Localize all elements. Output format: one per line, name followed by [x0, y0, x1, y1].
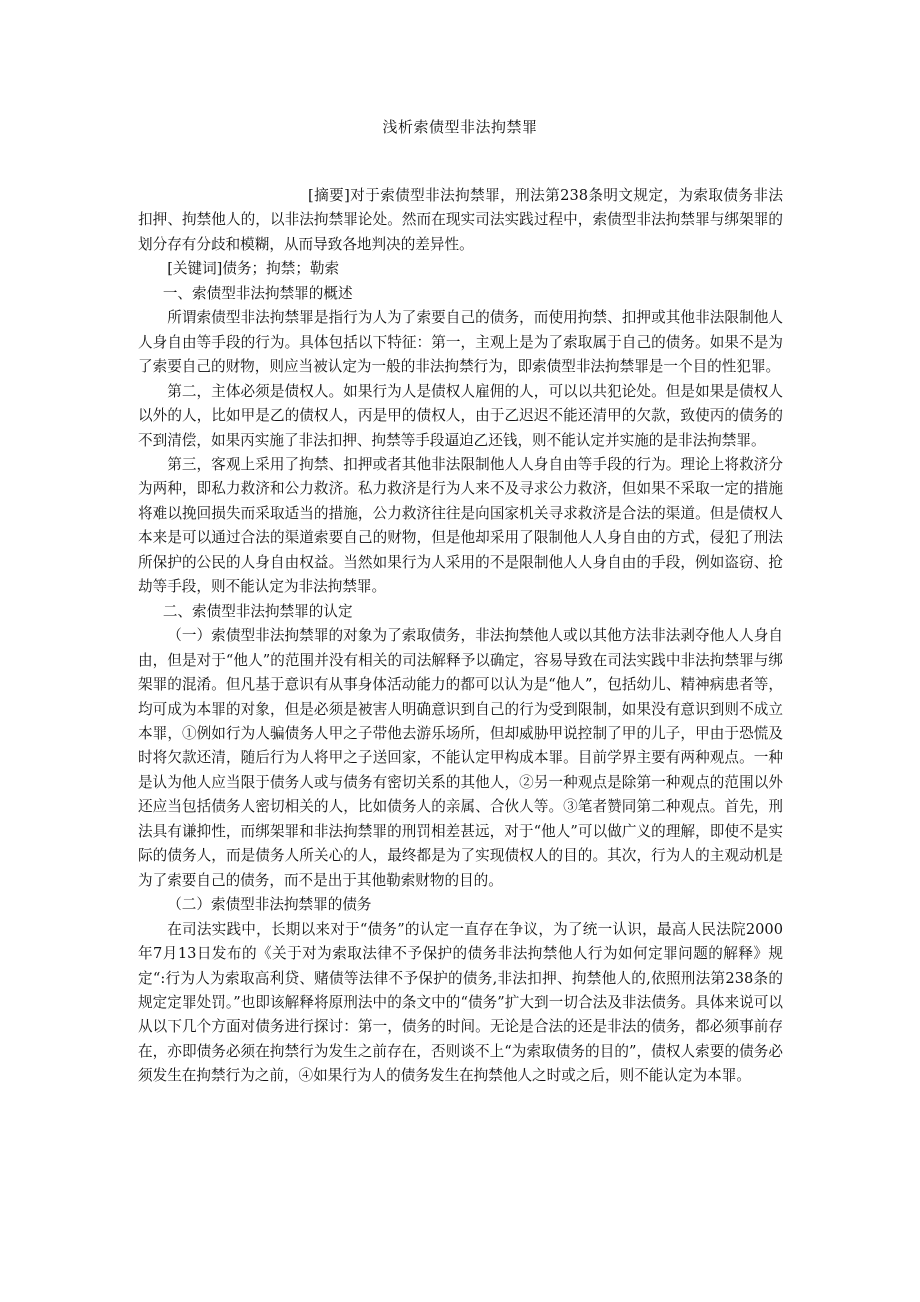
section-2-paragraph-1: （一）索债型非法拘禁罪的对象为了索取债务，非法拘禁他人或以其他方法非法剥夺他人人身自由，但是对于“他人”的范围并没有相关的司法解释予以确定，容易导致在司法实践中非法拘禁罪与绑架罪的混淆。但凡基于意识有从事身体活动能力的都可以认为是“他人”，包括幼儿、精神病患者等，均可成为本罪的对象，但是必须是被害人明确意识到自己的行为受到限制，如果没有意识到则不成立本罪，①例如行为人骗债务人甲之子带他去游乐场所，但却威胁甲说控制了甲的儿子，甲由于恐慌及时将欠款还清，随后行为人将甲之子送回家，不能认定甲构成本罪。目前学界主要有两种观点。一种是认为他人应当限于债务人或与债务有密切关系的其他人，②另一种观点是除第一种观点的范围以外还应当包括债务人密切相关的人，比如债务人的亲属、合伙人等。③笔者赞同第二种观点。首先，刑法具有谦抑性，而绑架罪和非法拘禁罪的刑罚相差甚远，对于“他人”可以做广义的理解，即使不是实际的债务人，而是债务人所关心的人，最终都是为了实现债权人的目的。其次，行为人的主观动机是为了索要自己的债务，而不是出于其他勒索财物的目的。 [138, 627, 783, 889]
document-body [138, 184, 783, 1089]
document-title: 浅析索债型非法拘禁罪 [382, 118, 538, 136]
section-1-paragraph-2: 第二，主体必须是债权人。如果行为人是债权人雇佣的人，可以以共犯论处。但是如果是债权人以外的人，比如甲是乙的债权人，丙是甲的债权人，由于乙迟迟不能还清甲的欠款，致使丙的债务的不到清偿，如果丙实施了非法扣押、拘禁等手段逼迫乙还钱，则不能认定并实施的是非法拘禁罪。 [138, 382, 783, 449]
section-1-heading: 一、索债型非法拘禁罪的概述 [162, 284, 353, 302]
section-1-paragraph-3: 第三，客观上采用了拘禁、扣押或者其他非法限制他人人身自由等手段的行为。理论上将救济分为两种，即私力救济和公力救济。私力救济是行为人来不及寻求公力救济，但如果不采取一定的措施将难以挽回损失而采取适当的措施，公力救济往往是向国家机关寻求救济是合法的渠道。但是债权人本来是可以通过合法的渠道索要自己的财物，但是他却采用了限制他人人身自由的方式，侵犯了刑法所保护的公民的人身自由权益。当然如果行为人采用的不是限制他人人身自由的手段，例如盗窃、抢劫等手段，则不能认定为非法拘禁罪。 [138, 455, 783, 596]
section-2-paragraph-2: 在司法实践中，长期以来对于“债务”的认定一直存在争议，为了统一认识，最高人民法院2000年7月13日发布的《关于对为索取法律不予保护的债务非法拘禁他人行为如何定罪问题的解释》规定“:行为人为索取高利贷、赌债等法律不予保护的债务,非法扣押、拘禁他人的,依照刑法第238条的规定定罪处罚。”也即该解释将原刑法中的条文中的“债务”扩大到一切合法及非法债务。具体来说可以从以下几个方面对债务进行探讨：第一，债务的时间。无论是合法的还是非法的债务，都必须事前存在，亦即债务必须在拘禁行为发生之前存在，否则谈不上“为索取债务的目的”，债权人索要的债务必须发生在拘禁行为之前，④如果行为人的债务发生在拘禁他人之时或之后，则不能认定为本罪。 [138, 920, 783, 1085]
section-2-subheading-2: （二）索债型非法拘禁罪的债务 [167, 896, 372, 914]
abstract-paragraph [138, 184, 783, 257]
abstract-text: [摘要]对于索债型非法拘禁罪，刑法第238条明文规定，为索取债务非法扣押、拘禁他人的，以非法拘禁罪论处。然而在现实司法实践过程中，索债型非法拘禁罪与绑架罪的划分存有分歧和模糊，从而导致各地判决的差异性。 [138, 187, 783, 253]
section-1-paragraph-1: 所谓索债型非法拘禁罪是指行为人为了索要自己的债务，而使用拘禁、扣押或其他非法限制他人人身自由等手段的行为。具体包括以下特征：第一，主观上是为了索取属于自己的债务。如果不是为了索要自己的财物，则应当被认定为一般的非法拘禁行为，即索债型非法拘禁罪是一个目的性犯罪。 [138, 309, 783, 376]
section-2-heading: 二、索债型非法拘禁罪的认定 [162, 602, 353, 620]
keywords-line: [关键词]债务；拘禁；勒索 [167, 260, 340, 278]
